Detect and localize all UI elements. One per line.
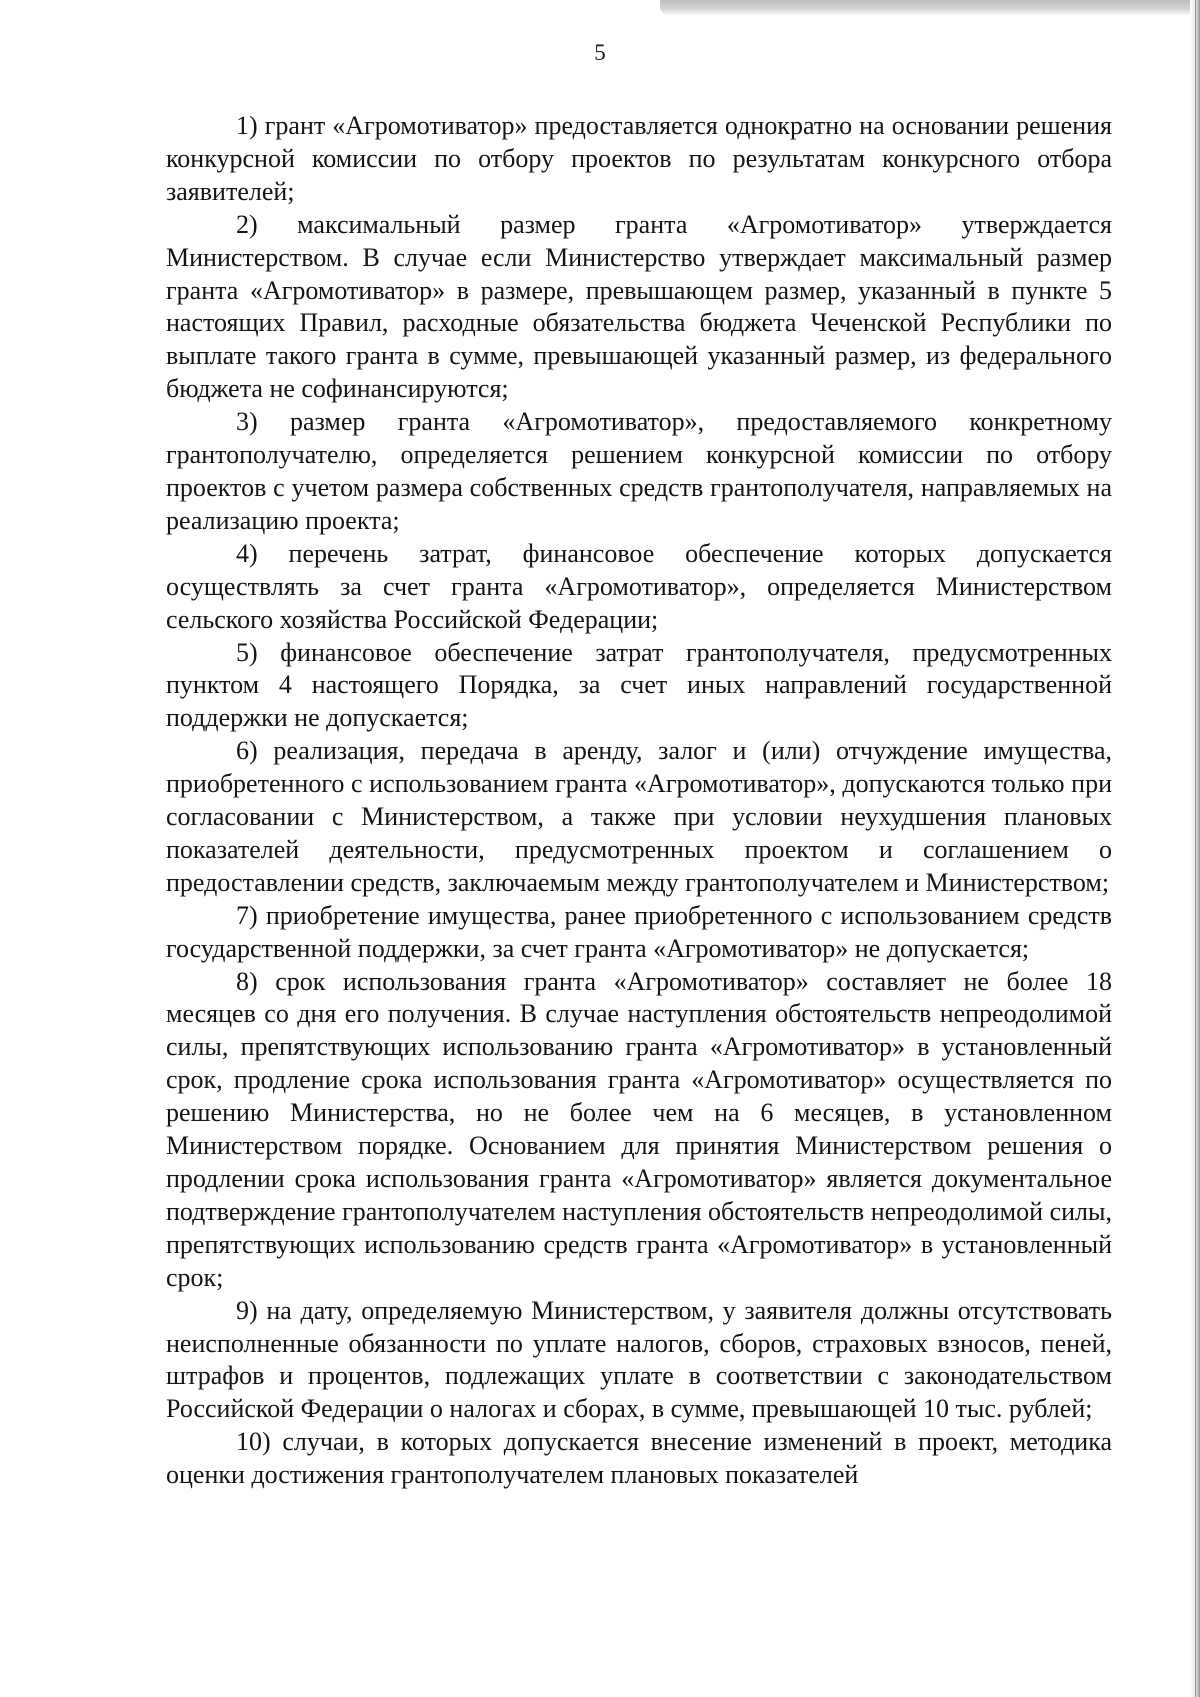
paragraph-6: 6) реализация, передача в аренду, залог и (или) отчуждение имущества, приобретенного с использованием гранта «Агромотиватор», допускаются только при согласовании с Министерством, а также при условии неухудшения плановых показателей деятельности, предусмотренных проектом и соглашением о предоставлении средств, заключаемым между грантополучателем и Министерством; xyxy=(166,736,1112,897)
document-body xyxy=(166,110,1112,1492)
scan-edge-line xyxy=(1195,0,1196,1697)
paragraph-9: 9) на дату, определяемую Министерством, у заявителя должны отсутствовать неисполненные обязанности по уплате налогов, сборов, страховых взносов, пеней, штрафов и процентов, подлежащих уплате в соответствии с законодательством Российской Федерации о налогах и сборах, в сумме, превышающей 10 тыс. рублей; xyxy=(166,1295,1112,1424)
paragraph-7: 7) приобретение имущества, ранее приобретенного с использованием средств государственной поддержки, за счет гранта «Агромотиватор» не допускается; xyxy=(166,900,1112,963)
paragraph-1: 1) грант «Агромотиватор» предоставляется однократно на основании решения конкурсной комиссии по отбору проектов по результатам конкурсного отбора заявителей; xyxy=(166,111,1112,206)
paragraph-5: 5) финансовое обеспечение затрат грантополучателя, предусмотренных пунктом 4 настоящего Порядка, за счет иных направлений государственной поддержки не допускается; xyxy=(166,637,1112,733)
paragraph-8: 8) срок использования гранта «Агромотиватор» составляет не более 18 месяцев со дня его получения. В случае наступления обстоятельств непреодолимой силы, препятствующих использованию гранта «Агромотиватор» в установленный срок, продление срока использования гранта «Агромотиватор» осуществляется по решению Министерства, но не более чем на 6 месяцев, в установленном Министерством порядке. Основанием для принятия Министерством решения о продлении срока использования гранта «Агромотиватор» является документальное подтверждение грантополучателем наступления обстоятельств непреодолимой силы, препятствующих использованию средств гранта «Агромотиватор» в установленный срок; xyxy=(166,966,1112,1292)
paragraph-10: 10) случаи, в которых допускается внесение изменений в проект, методика оценки достижения грантополучателем плановых показателей xyxy=(166,1427,1112,1490)
paragraph-3: 3) размер гранта «Агромотиватор», предоставляемого конкретному грантополучателю, определяется решением конкурсной комиссии по отбору проектов с учетом размера собственных средств грантополучателя, направляемых на реализацию проекта; xyxy=(166,407,1112,535)
page-number: 5 xyxy=(594,40,606,65)
paragraph-2: 2) максимальный размер гранта «Агромотиватор» утверждается Министерством. В случае если Министерство утверждает максимальный размер гранта «Агромотиватор» в размере, превышающем размер, указанный в пункте 5 настоящих Правил, расходные обязательства бюджета Чеченской Республики по выплате такого гранта в сумме, превышающей указанный размер, из федерального бюджета не софинансируются; xyxy=(166,209,1112,404)
scan-smudge xyxy=(660,0,1200,16)
paragraph-4: 4) перечень затрат, финансовое обеспечение которых допускается осуществлять за счет гранта «Агромотиватор», определяется Министерством сельского хозяйства Российской Федерации; xyxy=(166,538,1112,634)
